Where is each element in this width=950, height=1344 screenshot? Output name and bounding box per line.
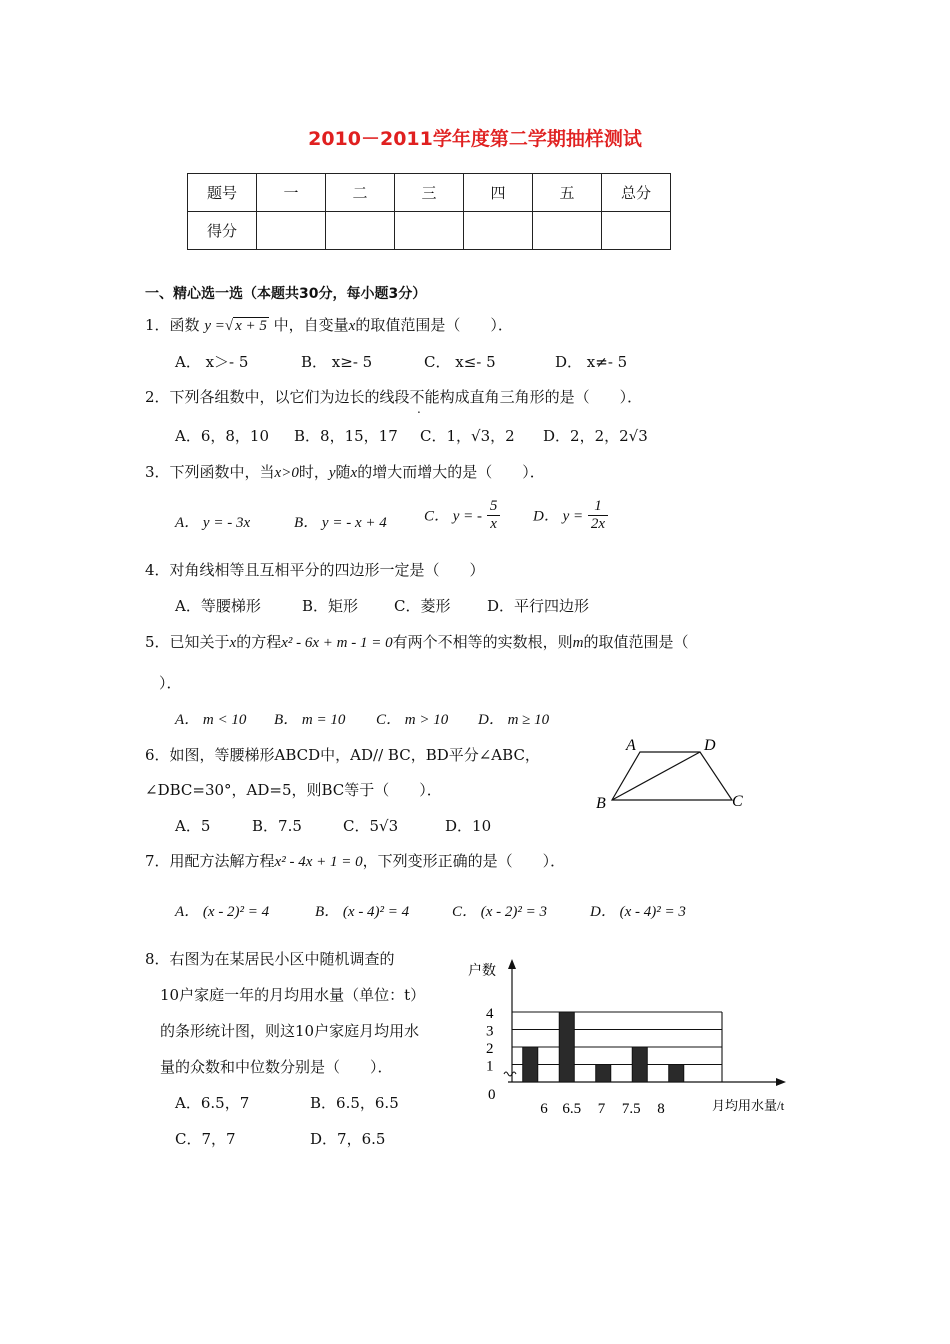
y-axis-label: 户数 [468, 964, 496, 979]
x-axis-arrow [776, 1078, 786, 1086]
score-cell [533, 212, 602, 250]
vertex-label-d: D [704, 737, 716, 754]
q1-expr-lhs: y = [204, 318, 225, 334]
q1-var: x [348, 318, 356, 334]
q3-mid2: 随 [335, 463, 351, 481]
q8-option-c: C．7，7 [175, 1130, 236, 1148]
q3-mid1: 时， [298, 463, 329, 481]
q7-option-b: B． (x - 4)² = 4 [315, 904, 410, 920]
q1-expr-radicand: x + 5 [235, 318, 267, 334]
q3-option-d-num: 1 [588, 498, 608, 516]
q3-option-c-num: 5 [487, 498, 501, 516]
q6-option-c-root: 5√3 [369, 817, 399, 835]
q3-option-d-den: 2x [590, 515, 606, 532]
y-tick-label: 3 [486, 1023, 494, 1040]
bar [559, 1012, 574, 1082]
q3-prefix: 3．下列函数中，当 [145, 463, 275, 481]
q4-option-c: C．菱形 [394, 597, 451, 615]
question-5 [145, 631, 689, 652]
axis-break-mark [504, 1072, 516, 1076]
q5-m: m [572, 635, 584, 651]
score-header-cell: 三 [395, 174, 464, 212]
bar [669, 1065, 684, 1083]
x-tick-label: 6.5 [562, 1101, 582, 1117]
q5-prefix: 5．已知关于 [145, 633, 230, 651]
q7-prefix: 7．用配方法解方程 [145, 852, 275, 870]
score-table [187, 173, 671, 250]
y-tick-label: 1 [486, 1058, 494, 1075]
origin-label: 0 [488, 1087, 496, 1103]
section-heading: 一、精心选一选（本题共30分，每小题3分） [145, 286, 427, 302]
score-cell [395, 212, 464, 250]
question-2 [145, 386, 642, 407]
q2-text-a: 2．下列各组数中，以它们为边长的线段 [145, 388, 410, 406]
q3-option-a: A． y = - 3x [175, 515, 251, 531]
q3-cond: x>0 [274, 465, 299, 481]
q3-option-d-fraction [588, 498, 608, 532]
question-3 [145, 461, 545, 482]
score-header-cell: 一 [257, 174, 326, 212]
q4-option-b: B．矩形 [302, 597, 359, 615]
q5-option-c: C． m > 10 [376, 712, 449, 728]
score-header-cell: 五 [533, 174, 602, 212]
q5-mid2: 有两个不相等的实数根，则 [392, 633, 573, 651]
score-cell [464, 212, 533, 250]
score-cell [326, 212, 395, 250]
q3-option-c-label: C． y = - [424, 508, 483, 525]
score-cell [257, 212, 326, 250]
q6-option-a: A．5 [175, 817, 211, 835]
q6-option-c-label: C． [343, 817, 370, 835]
x-tick-label: 7.5 [621, 1101, 641, 1117]
bar-chart [460, 955, 810, 1120]
q2-option-c [420, 425, 515, 446]
score-table-row [188, 212, 671, 250]
q5-mid: 的方程 [236, 633, 282, 651]
q4-option-d: D．平行四边形 [487, 597, 590, 615]
bar [596, 1065, 611, 1083]
trapezoid-figure [592, 734, 762, 814]
q2-option-a: A．6，8，10 [175, 427, 270, 445]
q2-option-b: B．8，15，17 [294, 427, 398, 445]
q7-suffix: ，下列变形正确的是（ ）． [362, 852, 566, 870]
bar [523, 1047, 538, 1082]
q3-option-c-fraction [487, 498, 501, 532]
q5-option-b: B． m = 10 [274, 712, 346, 728]
q6-option-c [343, 815, 398, 836]
q5-x: x [229, 635, 237, 651]
q1-option-c: C． x≤- 5 [424, 353, 496, 371]
q1-prefix: 1．函数 [145, 316, 200, 334]
q3-option-d [533, 498, 608, 532]
q1-mid: 中，自变量 [273, 316, 349, 334]
question-8-line4: 量的众数和中位数分别是（ ）． [160, 1058, 393, 1076]
q2-option-d [543, 425, 648, 446]
score-header-cell: 题号 [188, 174, 257, 212]
q2-option-c-root: √3 [471, 427, 491, 445]
q5-option-a: A． m < 10 [175, 712, 247, 728]
y-tick-label: 4 [486, 1006, 494, 1022]
q5-equation: x² - 6x + m - 1 = 0 [281, 635, 393, 651]
score-header-cell: 二 [326, 174, 395, 212]
score-header-cell: 四 [464, 174, 533, 212]
q2-emphasis: 不 [409, 388, 425, 406]
q8-option-a: A．6.5，7 [175, 1094, 250, 1112]
q7-option-d: D． (x - 4)² = 3 [590, 904, 686, 920]
y-axis-arrow [508, 959, 516, 969]
y-tick-label: 2 [486, 1041, 494, 1057]
q3-y: y [328, 465, 336, 481]
q3-x: x [350, 465, 358, 481]
q2-option-c-b: ，2 [490, 427, 515, 445]
question-1 [145, 314, 513, 335]
page-title: 2010－2011学年度第二学期抽样测试 [308, 128, 642, 150]
x-tick-label: 7 [597, 1101, 606, 1117]
score-cell [602, 212, 671, 250]
q8-option-b: B．6.5，6.5 [310, 1094, 399, 1112]
q3-option-c [424, 498, 500, 532]
radical-sign: √ [224, 318, 234, 334]
trapezoid-shape [612, 752, 732, 800]
score-row-label: 得分 [188, 212, 257, 250]
x-axis-label: 月均用水量/t [712, 1098, 785, 1113]
diagonal-bd [612, 752, 700, 800]
vertex-label-c: C [732, 793, 743, 810]
q4-option-a: A．等腰梯形 [175, 597, 261, 615]
bar [632, 1047, 647, 1082]
q1-suffix: 的取值范围是（ ）． [355, 316, 513, 334]
question-8-line3: 的条形统计图，则这10户家庭月均用水 [160, 1022, 420, 1040]
q1-option-d: D． x≠- 5 [555, 353, 628, 371]
q7-option-c: C． (x - 2)² = 3 [452, 904, 548, 920]
vertex-label-a: A [626, 737, 636, 754]
q1-option-b: B． x≥- 5 [301, 353, 373, 371]
q7-equation: x² - 4x + 1 = 0 [274, 854, 363, 870]
q6-option-b: B．7.5 [252, 817, 302, 835]
question-6-line2: ∠DBC=30°，AD=5，则BC等于（ ）． [145, 781, 442, 799]
score-header-cell: 总分 [602, 174, 671, 212]
question-7 [145, 850, 565, 871]
q2-text-b: 能构成直角三角形的是（ ）． [424, 388, 643, 406]
q5-line2: ）． [159, 674, 182, 692]
q2-option-d-a: D．2，2， [543, 427, 620, 445]
q8-option-d: D．7，6.5 [310, 1130, 386, 1148]
score-table-header-row [188, 174, 671, 212]
q3-option-d-label: D． y = [533, 508, 584, 525]
x-tick-label: 6 [540, 1101, 548, 1117]
x-tick-label: 8 [657, 1101, 665, 1117]
question-6-line1: 6．如图，等腰梯形ABCD中，AD// BC，BD平分∠ABC， [145, 746, 540, 764]
q6-option-d: D．10 [445, 817, 492, 835]
q7-option-a: A． (x - 2)² = 4 [175, 904, 270, 920]
q1-option-a: A． x＞- 5 [175, 353, 249, 371]
question-4: 4．对角线相等且互相平分的四边形一定是（ ） [145, 561, 485, 579]
q2-option-c-a: C．1， [420, 427, 472, 445]
q3-suffix: 的增大而增大的是（ ）． [357, 463, 545, 481]
vertex-label-b: B [596, 795, 606, 812]
q2-option-d-root: 2√3 [619, 427, 648, 445]
q3-option-b: B． y = - x + 4 [294, 515, 387, 531]
q3-option-c-den: x [490, 515, 497, 532]
q5-suffix: 的取值范围是（ [583, 633, 689, 651]
q5-option-d: D． m ≥ 10 [478, 712, 550, 728]
question-8-line1: 8．右图为在某居民小区中随机调查的 [145, 950, 395, 968]
question-8-line2: 10户家庭一年的月均用水量（单位：t） [160, 986, 426, 1004]
